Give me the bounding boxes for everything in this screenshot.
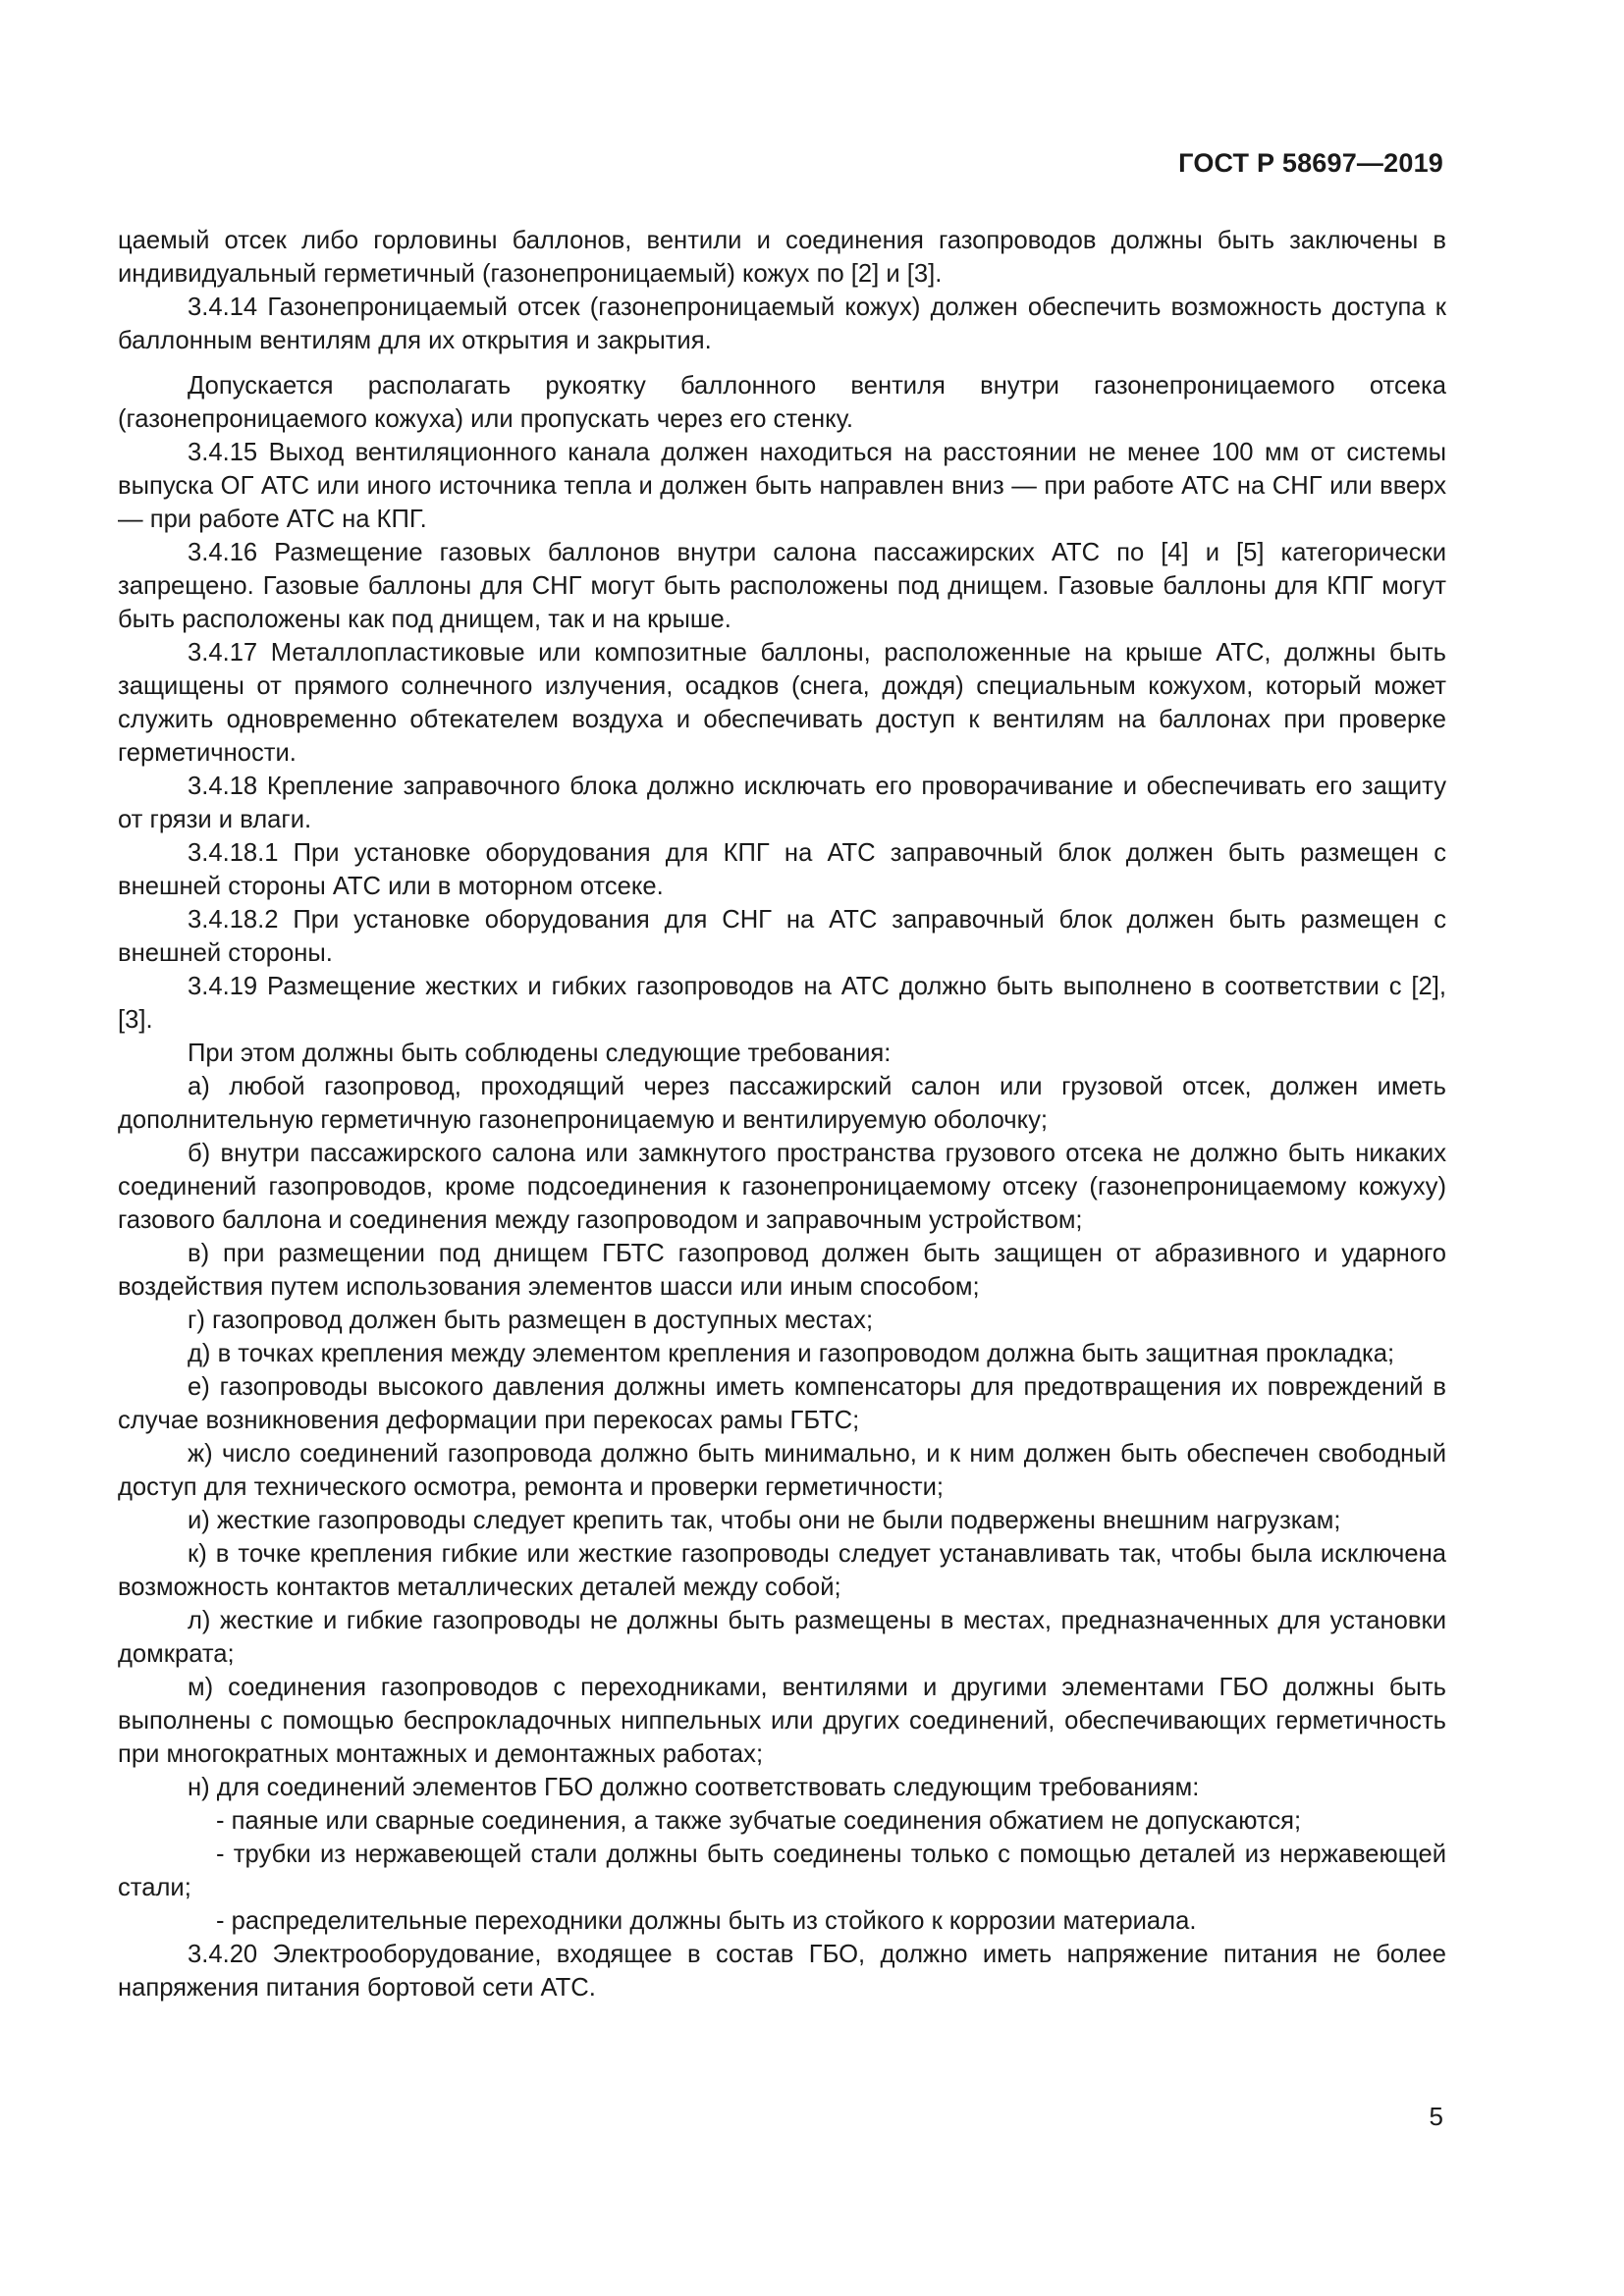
- dash-item-soldered: - паяные или сварные соединения, а также зубчатые соединения обжатием не допускаются;: [216, 1807, 1302, 1835]
- list-item-zh: ж) число соединений газопровода должно быть минимально, и к ним должен быть обеспечен свободный доступ для технического осмотра, ремонта и проверки герметичности;: [118, 1440, 1446, 1501]
- paragraph-allowance: Допускается располагать рукоятку баллонного вентиля внутри газонепроницаемого отсека (газонепроницаемого кожуха) или пропускать через его стенку.: [118, 372, 1446, 433]
- list-item-g: г) газопровод должен быть размещен в доступных местах;: [188, 1307, 874, 1334]
- page-number: 5: [1429, 2102, 1443, 2131]
- list-item-i: и) жесткие газопроводы следует крепить так, чтобы они не были подвержены внешним нагрузкам;: [188, 1507, 1341, 1534]
- paragraph-3-4-14: 3.4.14 Газонепроницаемый отсек (газонепроницаемый кожух) должен обеспечить возможность доступа к баллонным вентилям для их открытия и закрытия.: [118, 294, 1446, 354]
- list-item-b: б) внутри пассажирского салона или замкнутого пространства грузового отсека не должно быть никаких соединений газопроводов, кроме подсоединения к газонепроницаемому отсеку (газонепроницаемому кожуху) газового баллона и соединения между газопроводом и заправочным устройством;: [118, 1140, 1446, 1234]
- list-item-n: н) для соединений элементов ГБО должно соответствовать следующим требованиям:: [188, 1774, 1200, 1801]
- list-item-m: м) соединения газопроводов с переходниками, вентилями и другими элементами ГБО должны быть выполнены с помощью беспрокладочных ниппельных или других соединений, обеспечивающих герметичность при многократных монтажных и демонтажных работах;: [118, 1674, 1446, 1768]
- list-item-e: е) газопроводы высокого давления должны иметь компенсаторы для предотвращения их повреждений в случае возникновения деформации при перекосах рамы ГБТС;: [118, 1373, 1446, 1434]
- paragraph-3-4-18-2: 3.4.18.2 При установке оборудования для СНГ на АТС заправочный блок должен быть размещен с внешней стороны.: [118, 906, 1446, 967]
- paragraph-3-4-16: 3.4.16 Размещение газовых баллонов внутри салона пассажирских АТС по [4] и [5] категорически запрещено. Газовые баллоны для СНГ могут быть расположены под днищем. Газовые баллоны для КПГ могут быть расположены как под днищем, так и на крыше.: [118, 539, 1446, 633]
- list-item-k: к) в точке крепления гибкие или жесткие газопроводы следует устанавливать так, чтобы была исключена возможность контактов металлических деталей между собой;: [118, 1540, 1446, 1601]
- document-header: ГОСТ Р 58697—2019: [1178, 148, 1443, 178]
- paragraph-3-4-18: 3.4.18 Крепление заправочного блока должно исключать его проворачивание и обеспечивать его защиту от грязи и влаги.: [118, 773, 1446, 833]
- list-item-l: л) жесткие и гибкие газопроводы не должны быть размещены в местах, предназначенных для установки домкрата;: [118, 1607, 1446, 1668]
- list-item-a: а) любой газопровод, проходящий через пассажирский салон или грузовой отсек, должен иметь дополнительную герметичную газонепроницаемую и вентилируемую оболочку;: [118, 1073, 1446, 1134]
- document-body: [118, 224, 1446, 2004]
- paragraph-continuation: цаемый отсек либо горловины баллонов, вентили и соединения газопроводов должны быть заключены в индивидуальный герметичный (газонепроницаемый) кожух по [2] и [3].: [118, 227, 1446, 288]
- paragraph-3-4-15: 3.4.15 Выход вентиляционного канала должен находиться на расстоянии не менее 100 мм от системы выпуска ОГ АТС или иного источника тепла и должен быть направлен вниз — при работе АТС на СНГ или вверх — при работе АТС на КПГ.: [118, 439, 1446, 533]
- list-item-d: д) в точках крепления между элементом крепления и газопроводом должна быть защитная прокладка;: [188, 1340, 1395, 1367]
- dash-item-stainless: - трубки из нержавеющей стали должны быть соединены только с помощью деталей из нержавеющей стали;: [118, 1841, 1446, 1901]
- dash-item-adapters: - распределительные переходники должны быть из стойкого к коррозии материала.: [216, 1907, 1197, 1935]
- paragraph-3-4-20: 3.4.20 Электрооборудование, входящее в состав ГБО, должно иметь напряжение питания не более напряжения питания бортовой сети АТС.: [118, 1941, 1446, 2002]
- list-item-v: в) при размещении под днищем ГБТС газопровод должен быть защищен от абразивного и ударного воздействия путем использования элементов шасси или иным способом;: [118, 1240, 1446, 1301]
- paragraph-requirements-intro: При этом должны быть соблюдены следующие требования:: [188, 1040, 892, 1067]
- paragraph-3-4-17: 3.4.17 Металлопластиковые или композитные баллоны, расположенные на крыше АТС, должны быть защищены от прямого солнечного излучения, осадков (снега, дождя) специальным кожухом, который может служить одновременно обтекателем воздуха и обеспечивать доступ к вентилям на баллонах при проверке герметичности.: [118, 639, 1446, 767]
- paragraph-3-4-19: 3.4.19 Размещение жестких и гибких газопроводов на АТС должно быть выполнено в соответствии с [2], [3].: [118, 973, 1446, 1034]
- paragraph-3-4-18-1: 3.4.18.1 При установке оборудования для КПГ на АТС заправочный блок должен быть размещен с внешней стороны АТС или в моторном отсеке.: [118, 839, 1446, 900]
